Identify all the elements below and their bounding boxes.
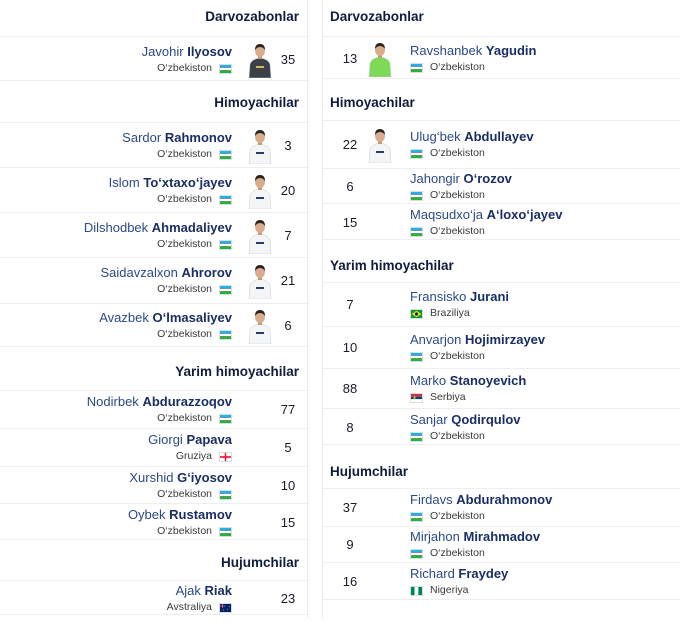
- section-heading: Darvozabonlar: [330, 9, 424, 24]
- player-first-name: Javohir: [141, 43, 184, 59]
- country-flag-icon: [410, 309, 423, 319]
- player-photo: [247, 218, 273, 254]
- section-heading: Himoyachilar: [214, 95, 299, 110]
- country-flag-icon: [219, 64, 232, 74]
- shirt-number: 22: [342, 137, 358, 152]
- player-row[interactable]: [323, 168, 680, 203]
- shirt-number: 13: [342, 50, 358, 66]
- shirt-number: 6: [346, 178, 354, 194]
- player-last-name: Mirahmadov: [463, 529, 541, 544]
- player-country: O‘zbekiston: [430, 350, 485, 362]
- player-first-name: Marko: [410, 373, 447, 388]
- player-country: O‘zbekiston: [430, 547, 485, 559]
- player-country: Braziliya: [430, 307, 470, 319]
- player-last-name: Ahmadaliyev: [151, 219, 232, 235]
- country-flag-icon: [410, 227, 423, 237]
- player-last-name: Abdurahmonov: [456, 492, 553, 507]
- country-flag-icon: [219, 603, 232, 613]
- player-last-name: Abdurazzoqov: [142, 394, 232, 409]
- player-row[interactable]: [323, 526, 680, 562]
- player-country: O‘zbekiston: [157, 147, 212, 160]
- player-first-name: Sardor: [122, 129, 162, 145]
- player-name-link[interactable]: [410, 373, 526, 388]
- player-row[interactable]: [0, 466, 307, 503]
- shirt-number: 37: [342, 500, 358, 515]
- player-photo: [247, 263, 273, 299]
- player-first-name: Fransisko: [410, 289, 467, 304]
- country-flag-icon: [410, 512, 423, 522]
- player-country: O‘zbekiston: [430, 147, 485, 159]
- player-row[interactable]: [0, 36, 307, 81]
- player-row[interactable]: [323, 36, 680, 79]
- shirt-number: 3: [284, 137, 292, 153]
- country-flag-icon: [410, 352, 423, 362]
- shirt-number: 10: [280, 477, 296, 493]
- country-flag-icon: [410, 393, 423, 403]
- player-first-name: Ravshanbek: [410, 42, 483, 58]
- shirt-number: 6: [284, 318, 292, 333]
- player-name-link[interactable]: [176, 583, 232, 598]
- player-first-name: Saidavzalxon: [100, 265, 178, 280]
- player-country: O‘zbekiston: [157, 328, 212, 340]
- player-first-name: Giorgi: [148, 432, 183, 447]
- shirt-number: 8: [346, 419, 354, 435]
- player-country: O‘zbekiston: [157, 412, 212, 424]
- player-country: O‘zbekiston: [157, 487, 212, 500]
- player-name-link[interactable]: [122, 130, 232, 145]
- player-name-link[interactable]: [87, 394, 232, 409]
- player-row[interactable]: [0, 390, 307, 428]
- player-country: Serbiya: [430, 391, 466, 403]
- shirt-number: 9: [346, 537, 354, 552]
- player-row[interactable]: [323, 326, 680, 368]
- player-photo: [247, 42, 273, 78]
- player-name-link[interactable]: [410, 207, 563, 222]
- player-last-name: Qodirqulov: [451, 411, 521, 427]
- player-photo: [247, 173, 273, 209]
- player-row[interactable]: [0, 257, 307, 303]
- player-last-name: Rahmonov: [164, 129, 232, 145]
- country-flag-icon: [219, 330, 232, 340]
- player-first-name: Xurshid: [129, 469, 174, 485]
- player-row[interactable]: [0, 212, 307, 257]
- section-heading: Hujumchilar: [220, 555, 299, 570]
- shirt-number: 21: [280, 273, 296, 288]
- player-country: O‘zbekiston: [430, 60, 485, 73]
- country-flag-icon: [410, 149, 423, 159]
- player-name-link[interactable]: [129, 470, 232, 485]
- player-photo: [247, 308, 273, 344]
- country-flag-icon: [219, 414, 232, 424]
- player-row[interactable]: [323, 562, 680, 600]
- country-flag-icon: [219, 527, 232, 537]
- player-country: Avstraliya: [166, 600, 212, 613]
- player-first-name: Jahongir: [410, 170, 460, 186]
- shirt-number: 35: [280, 51, 296, 67]
- country-flag-icon: [410, 549, 423, 559]
- player-last-name: Fraydey: [458, 566, 509, 581]
- player-country: O‘zbekiston: [157, 192, 212, 205]
- player-row[interactable]: [323, 120, 680, 168]
- player-photo: [247, 128, 273, 164]
- player-country: O‘zbekiston: [430, 224, 485, 237]
- player-country: O‘zbekiston: [430, 188, 485, 201]
- player-first-name: Islom: [108, 174, 140, 190]
- player-name-link[interactable]: [410, 412, 521, 427]
- section-heading: Yarim himoyachilar: [175, 364, 299, 379]
- shirt-number: 5: [284, 440, 292, 455]
- player-country: O‘zbekiston: [430, 510, 485, 522]
- player-last-name: Rustamov: [169, 506, 232, 522]
- player-first-name: Dilshodbek: [83, 219, 149, 235]
- player-first-name: Nodirbek: [86, 394, 139, 409]
- player-last-name: Hojimirzayev: [464, 332, 546, 347]
- player-row[interactable]: [323, 408, 680, 445]
- player-last-name: Abdullayev: [464, 129, 534, 144]
- player-last-name: To‘xtaxo‘jayev: [143, 174, 232, 190]
- player-last-name: Yagudin: [485, 42, 537, 58]
- player-row[interactable]: [0, 580, 307, 615]
- section-heading: Darvozabonlar: [205, 9, 299, 24]
- country-flag-icon: [410, 586, 423, 596]
- country-flag-icon: [219, 285, 232, 295]
- shirt-number: 7: [284, 227, 292, 243]
- country-flag-icon: [219, 240, 232, 250]
- player-name-link[interactable]: [142, 44, 232, 59]
- section-heading: Himoyachilar: [330, 95, 415, 110]
- shirt-number: 16: [342, 574, 358, 589]
- home-team-lineup: [0, 0, 308, 618]
- player-name-link[interactable]: [99, 310, 232, 325]
- player-photo: [367, 41, 393, 77]
- player-country: O‘zbekiston: [157, 283, 212, 295]
- player-country: O‘zbekiston: [157, 61, 212, 74]
- player-name-link[interactable]: [410, 492, 552, 507]
- player-last-name: Jurani: [469, 289, 509, 304]
- player-last-name: Stanoyevich: [449, 373, 527, 388]
- player-first-name: Ulug‘bek: [410, 129, 461, 144]
- section-heading: Yarim himoyachilar: [330, 258, 454, 273]
- player-first-name: Avazbek: [99, 310, 149, 325]
- player-first-name: Maqsudxo‘ja: [410, 206, 483, 222]
- shirt-number: 10: [342, 340, 358, 355]
- player-row[interactable]: [0, 503, 307, 540]
- section-heading: Hujumchilar: [330, 464, 409, 479]
- player-name-link[interactable]: [410, 566, 508, 581]
- country-flag-icon: [219, 452, 232, 462]
- shirt-number: 88: [342, 381, 358, 396]
- player-row[interactable]: [0, 303, 307, 347]
- player-last-name: O‘lmasaliyev: [152, 310, 232, 325]
- player-row[interactable]: [323, 203, 680, 240]
- player-name-link[interactable]: [128, 507, 232, 522]
- shirt-number: 23: [280, 590, 296, 606]
- country-flag-icon: [219, 490, 232, 500]
- player-name-link[interactable]: [410, 529, 540, 544]
- player-name-link[interactable]: [410, 289, 509, 304]
- player-last-name: Papava: [186, 432, 232, 447]
- player-country: O‘zbekiston: [157, 524, 212, 537]
- player-name-link[interactable]: [109, 175, 232, 190]
- player-first-name: Oybek: [127, 506, 166, 522]
- player-name-link[interactable]: [100, 265, 232, 280]
- player-last-name: A‘loxo‘jayev: [486, 206, 563, 222]
- player-country: O‘zbekiston: [430, 429, 485, 442]
- player-name-link[interactable]: [148, 432, 232, 447]
- player-row[interactable]: [0, 122, 307, 167]
- player-last-name: Ilyosov: [187, 43, 232, 59]
- country-flag-icon: [410, 191, 423, 201]
- player-first-name: Mirjahon: [410, 529, 460, 544]
- player-name-link[interactable]: [410, 43, 536, 58]
- player-first-name: Richard: [410, 566, 455, 581]
- player-row[interactable]: [323, 368, 680, 408]
- player-last-name: O‘rozov: [463, 170, 512, 186]
- player-country: Nigeriya: [430, 584, 469, 596]
- player-first-name: Sanjar: [410, 411, 448, 427]
- shirt-number: 7: [346, 297, 354, 312]
- player-row[interactable]: [0, 428, 307, 466]
- country-flag-icon: [219, 195, 232, 205]
- player-name-link[interactable]: [410, 129, 534, 144]
- country-flag-icon: [410, 432, 423, 442]
- player-name-link[interactable]: [410, 171, 512, 186]
- player-photo: [367, 127, 393, 163]
- country-flag-icon: [410, 63, 423, 73]
- player-last-name: Riak: [204, 582, 232, 598]
- away-team-lineup: [322, 0, 680, 618]
- player-name-link[interactable]: [410, 332, 545, 347]
- player-row[interactable]: [323, 488, 680, 526]
- player-row[interactable]: [0, 167, 307, 212]
- player-last-name: G‘iyosov: [177, 469, 232, 485]
- player-row[interactable]: [323, 282, 680, 326]
- player-last-name: Ahrorov: [181, 265, 232, 280]
- shirt-number: 20: [280, 182, 296, 198]
- player-name-link[interactable]: [84, 220, 232, 235]
- shirt-number: 15: [342, 214, 358, 230]
- shirt-number: 77: [280, 402, 296, 417]
- player-country: O‘zbekiston: [157, 237, 212, 250]
- player-first-name: Anvarjon: [410, 332, 462, 347]
- shirt-number: 15: [280, 514, 296, 530]
- country-flag-icon: [219, 150, 232, 160]
- player-first-name: Firdavs: [410, 492, 453, 507]
- player-country: Gruziya: [175, 450, 212, 462]
- player-first-name: Ajak: [175, 582, 201, 598]
